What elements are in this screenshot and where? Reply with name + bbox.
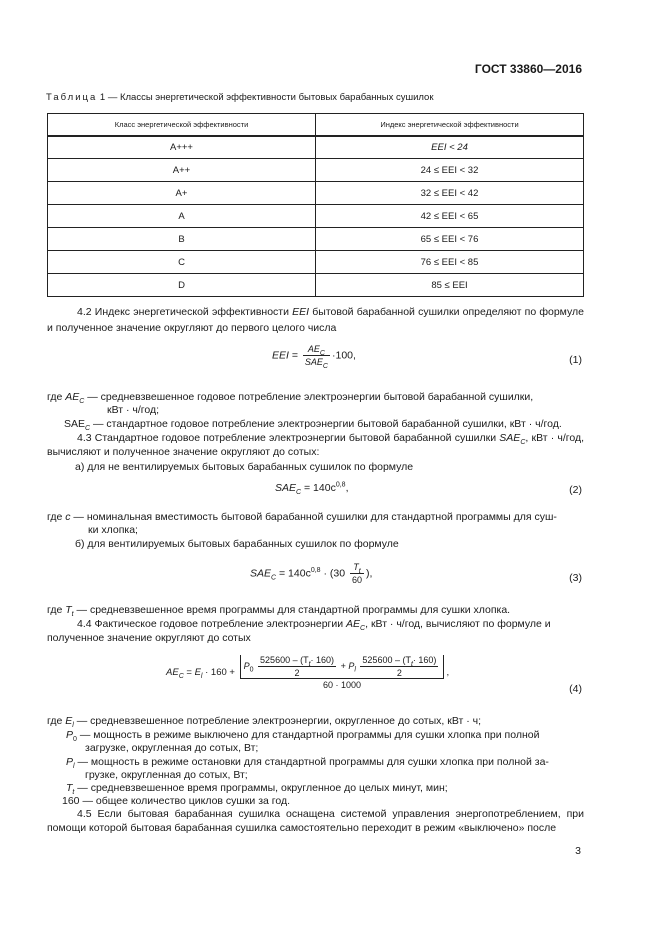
table-caption-prefix: Таблица [46,92,98,103]
paragraph-4-4: 4.4 Фактическое годовое потребление электроэнергии $AE_C$, кВт · ч/год, вычисляют по формуле и [77,618,551,633]
paragraph-4-5: 4.5 Если бытовая барабанная сушилка оснащена системой управления энергопотреблением, при помощи которой бытовая барабанная сушилка самостоятельно переходит в режим «выключено» после [47,808,584,834]
class-cell: B [48,228,316,251]
index-cell: 42 ≤ EEI < 65 [316,205,584,228]
where-c-cont: ки хлопка; [88,524,138,536]
index-cell: 76 ≤ EEI < 85 [316,251,584,274]
table-row [48,205,584,228]
equation-number-2: (2) [569,484,582,496]
table-header-row [48,114,584,136]
equation-number-3: (3) [569,572,582,584]
table-row [48,159,584,182]
class-cell: A+++ [48,136,316,159]
where-pl-line: $P_l$ — мощность в режиме остановки для стандартной программы для сушки хлопка при полной за- [66,756,549,771]
paragraph-4-3: 4.3 Стандартное годовое потребление электроэнергии бытовой барабанной сушилки $SAE_C$, кВт · ч/год, вычисляют и полученное значение округляют до сотых: [47,432,585,458]
where-tt-line: $T_t$ — средневзвешенное время программы, округленное до целых минут, мин; [66,782,448,797]
index-cell: 65 ≤ EEI < 76 [316,228,584,251]
index-cell: EEI < 24 [316,136,584,159]
where-ae-line: где $AE_C$ — средневзвешенное годовое потребление электроэнергии бытовой барабанной сушилки, [47,391,534,406]
where-pl-cont: грузке, округленная до сотых, Вт; [85,769,248,781]
table-row [48,182,584,205]
formula-3: $SAE_C = 140c^{0,8} \cdot (30$ $\frac{T_t}{60}$ ), [250,562,373,585]
where-c-line: где c — номинальная вместимость бытовой барабанной сушилки для стандартной программы для суш- [47,511,557,523]
item-b: б) для вентилируемых бытовых барабанных сушилок по формуле [75,538,399,550]
standard-number: ГОСТ 33860—2016 [474,62,582,76]
where-el-line: где $E_l$ — средневзвешенное потребление электроэнергии, округленное до сотых, кВт · ч; [47,715,482,730]
formula-1: EEI = $\frac{AE_C}{SAE_C}$ ·100, [272,344,356,370]
formula-3-fraction: $\frac{T_t}{60}$ [352,562,363,585]
efficiency-classes-table [47,113,584,297]
equation-number-1: (1) [569,354,582,366]
paragraph-4-2: 4.2 Индекс энергетической эффективности EEI бытовой барабанной сушилки определяют по формуле и полученное значение округляют до первого целого числа [47,306,585,334]
where-p0-cont: загрузке, округленная до сотых, Вт; [85,742,259,754]
where-160-line: 160 — общее количество циклов сушки за год. [62,795,291,807]
table-row [48,274,584,297]
class-cell: A+ [48,182,316,205]
class-cell: D [48,274,316,297]
class-cell: A [48,205,316,228]
table-row [48,136,584,159]
class-cell: A++ [48,159,316,182]
column-header-class: Класс энергетической эффективности [48,114,316,136]
formula-1-fraction: $\frac{AE_C}{SAE_C}$ [304,344,328,370]
table-row [48,251,584,274]
page-number: 3 [575,845,581,857]
index-cell: 85 ≤ EEI [316,274,584,297]
where-p0-line: $P_0$ — мощность в режиме выключено для стандартной программы для сушки хлопка при полной [66,729,540,744]
table-caption-text: 1 — Классы энергетической эффективности бытовых барабанных сушилок [99,92,434,103]
item-a: а) для не вентилируемых бытовых барабанных сушилок по формуле [75,461,414,473]
where-ae-unit: кВт · ч/год; [107,404,160,416]
class-cell: C [48,251,316,274]
paragraph-4-4-cont: полученное значение округляют до сотых [47,632,251,644]
formula-4-fraction: $P_0$ $\frac{525600 - (T_t\cdot 160)}{2}$ + $P_l$ $\frac{525600 - (T_t\cdot 160)}{2}$ 60 · 1000 [240,655,445,690]
formula-2: $SAE_C = 140c^{0,8}$, [275,481,349,497]
equation-number-4: (4) [569,683,582,695]
column-header-index: Индекс энергетической эффективности [316,114,584,136]
index-cell: 32 ≤ EEI < 42 [316,182,584,205]
formula-4: $AE_C = E_l \cdot 160$ + $P_0$ $\frac{525600 - (T_t\cdot 160)}{2}$ + $P_l$ $\frac{525600 - (T_t\cdot 160)}{2}$ 60 · 1000 , [166,655,450,690]
where-t-line: где $T_t$ — средневзвешенное время программы для стандартной программы для сушки хлопка. [47,604,511,619]
index-cell: 24 ≤ EEI < 32 [316,159,584,182]
where-sae-line: $SAE_C$ — стандартное годовое потребление электроэнергии бытовой барабанной сушилки, кВт · ч/год. [64,418,562,433]
table-row [48,228,584,251]
table-caption [46,92,433,103]
